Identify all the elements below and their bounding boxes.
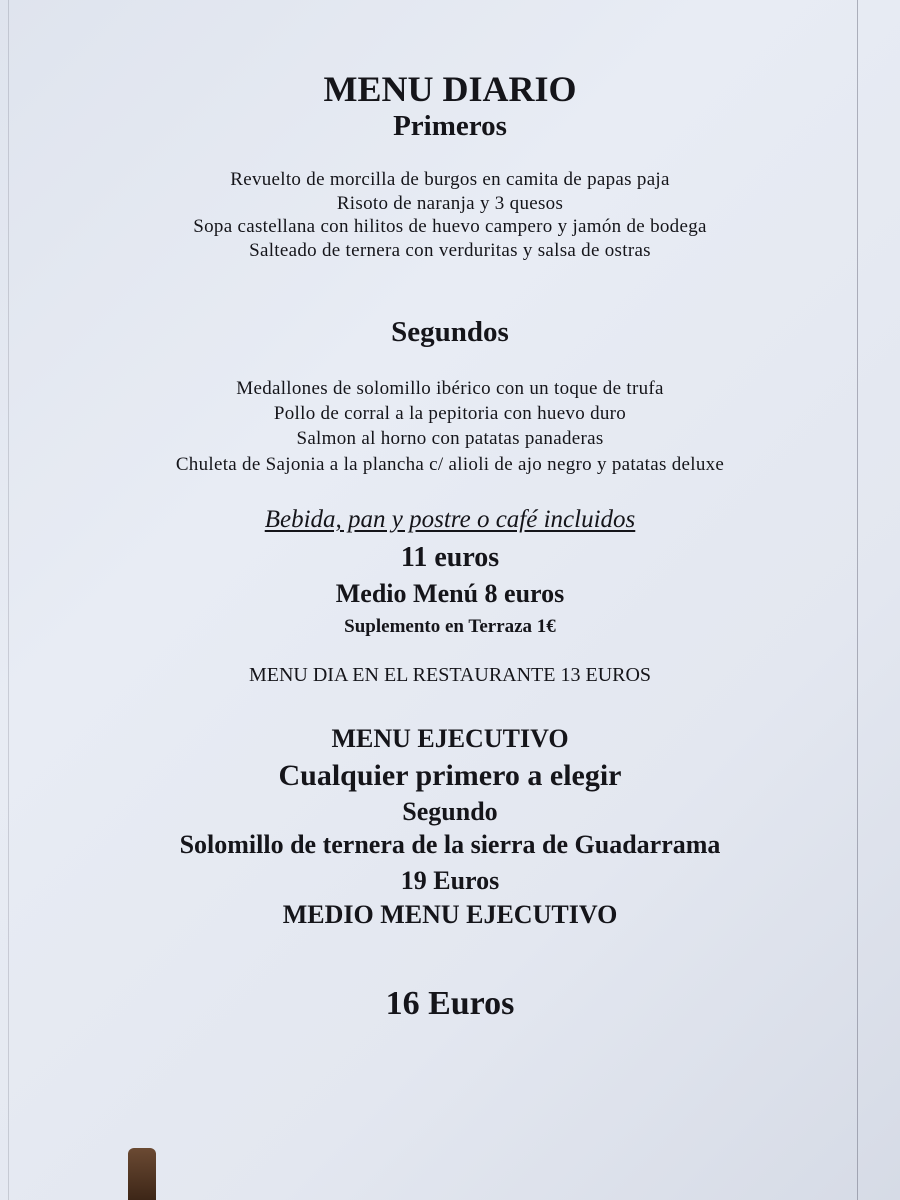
primeros-item: Risoto de naranja y 3 quesos (336, 193, 564, 214)
primeros-item: Revuelto de morcilla de burgos en camita de papas paja (230, 169, 670, 190)
ejecutivo-title: MENU EJECUTIVO (331, 724, 569, 753)
ejecutivo-price: 19 Euros (400, 866, 500, 895)
segundos-item: Salmon al horno con patatas panaderas (296, 428, 604, 449)
table-object (128, 1148, 156, 1200)
medio-ejecutivo-price: 16 Euros (385, 985, 515, 1022)
primeros-heading: Primeros (393, 110, 507, 142)
segundos-item: Pollo de corral a la pepitoria con huevo duro (273, 403, 627, 424)
primeros-item: Sopa castellana con hilitos de huevo campero y jamón de bodega (193, 216, 707, 237)
medio-ejecutivo-title: MEDIO MENU EJECUTIVO (282, 900, 618, 929)
ejecutivo-second-label: Segundo (402, 797, 498, 826)
terrace-supplement: Suplemento en Terraza 1€ (344, 616, 556, 637)
segundos-item: Chuleta de Sajonia a la plancha c/ alioli de ajo negro y patatas deluxe (175, 454, 725, 475)
includes-note: Bebida, pan y postre o café incluidos (264, 506, 636, 533)
segundos-item: Medallones de solomillo ibérico con un toque de trufa (236, 378, 664, 399)
segundos-heading: Segundos (391, 316, 509, 348)
primeros-item: Salteado de ternera con verduritas y salsa de ostras (249, 240, 651, 261)
ejecutivo-first-choice: Cualquier primero a elegir (278, 759, 622, 792)
ejecutivo-second-dish: Solomillo de ternera de la sierra de Guadarrama (179, 830, 721, 859)
menu-title: MENU DIARIO (323, 69, 577, 109)
restaurant-menu-price: MENU DIA EN EL RESTAURANTE 13 EUROS (248, 664, 652, 686)
half-menu-price: Medio Menú 8 euros (335, 579, 565, 608)
menu-price: 11 euros (400, 542, 500, 573)
